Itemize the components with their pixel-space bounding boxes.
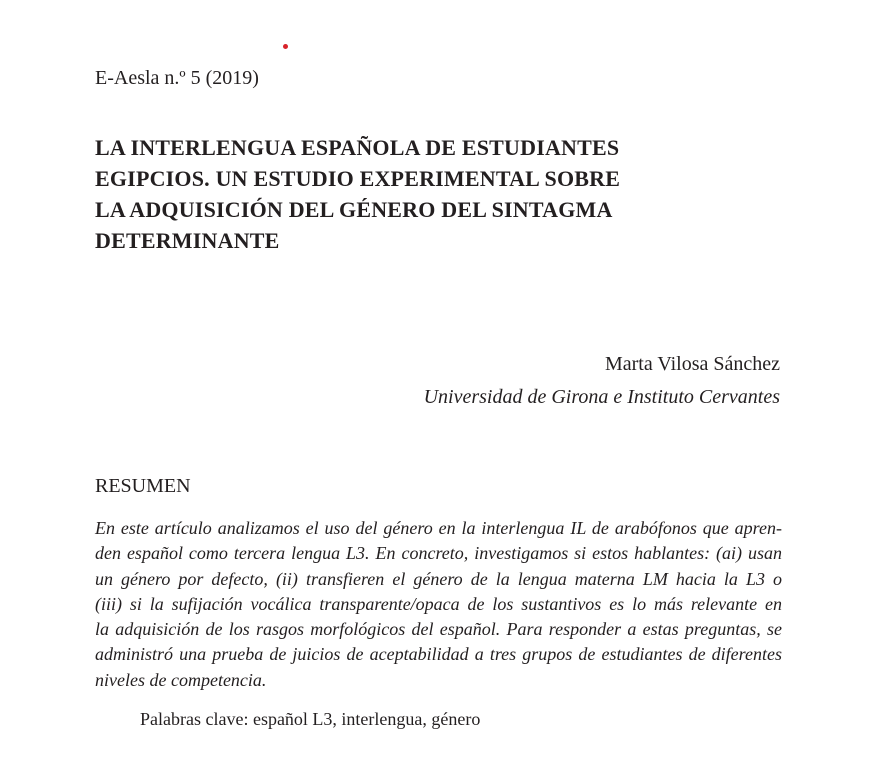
abstract-line: la adquisición de los rasgos morfológicos del español. Para responder a estas preguntas, se xyxy=(95,619,782,640)
abstract-line: niveles de competencia. xyxy=(95,669,267,690)
article-title xyxy=(95,132,735,256)
abstract-line: den español como tercera lengua L3. En concreto, investigamos si estos hablantes: (ai) usan xyxy=(95,543,782,564)
title-line: LA ADQUISICIÓN DEL GÉNERO DEL SINTAGMA xyxy=(95,197,613,222)
keywords: Palabras clave: español L3, interlengua, género xyxy=(140,709,481,729)
abstract-body xyxy=(95,516,782,693)
abstract-heading: RESUMEN xyxy=(95,475,191,497)
abstract-line: En este artículo analizamos el uso del género en la interlengua IL de arabófonos que apren- xyxy=(95,518,782,538)
abstract-line: (iii) si la sufijación vocálica transparente/opaca de los sustantivos es lo más relevante en xyxy=(95,593,782,614)
title-line: DETERMINANTE xyxy=(95,228,280,253)
author-name: Marta Vilosa Sánchez xyxy=(604,353,780,375)
journal-citation: E-Aesla n.º 5 (2019) xyxy=(95,67,259,89)
author-affiliation: Universidad de Girona e Instituto Cervantes xyxy=(423,386,780,408)
abstract-line: administró una prueba de juicios de aceptabilidad a tres grupos de estudiantes de diferentes xyxy=(95,644,782,665)
title-line: EGIPCIOS. UN ESTUDIO EXPERIMENTAL SOBRE xyxy=(95,166,621,191)
decorative-red-dot xyxy=(283,44,288,49)
abstract-line: un género por defecto, (ii) transfieren el género de la lengua materna LM hacia la L3 o xyxy=(95,568,782,589)
title-line: LA INTERLENGUA ESPAÑOLA DE ESTUDIANTES xyxy=(95,135,620,160)
